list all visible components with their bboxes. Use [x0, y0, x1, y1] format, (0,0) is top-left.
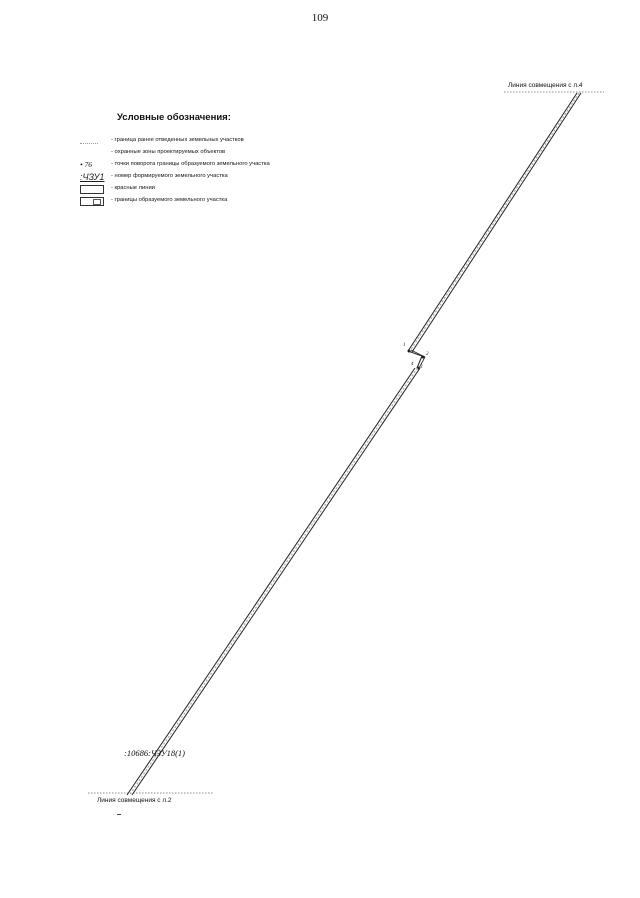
legend-title: Условные обозначения: [117, 112, 231, 123]
match-line-bottom-label: Линия совмещения с л.2 [97, 797, 172, 804]
parcel-label: :10686:ЧЗУ18(1) [124, 748, 185, 758]
vertex-label: 3 [420, 365, 423, 370]
page-number: 109 [311, 12, 329, 24]
parcel-strip-upper [408, 93, 581, 352]
turning-point-icon [422, 356, 425, 359]
turning-point-icon [408, 350, 411, 353]
point-icon-number: 76 [84, 160, 93, 169]
legend-text: - граница ранее отведенных земельных участков [111, 137, 244, 143]
parcel-strip-lower [127, 368, 420, 795]
vertex-label: 1 [403, 343, 406, 348]
point-icon: • 76 [80, 160, 93, 169]
vertex-label: 2 [426, 352, 429, 357]
tick-mark [117, 814, 121, 815]
legend-text: - границы образуемого земельного участка [111, 197, 228, 203]
vertex-label: 4 [411, 362, 414, 367]
legend-text: - номер формируемого земельного участка [111, 173, 228, 179]
legend-text: - точки поворота границы образуемого земельного участка [111, 161, 270, 167]
match-line-top-label: Линия совмещения с л.4 [508, 82, 583, 89]
parcel-number-icon: :ЧЗУ1 [80, 172, 105, 182]
legend-text: - охранные зоны проектируемых объектов [111, 149, 226, 155]
legend-text: - красные линии [111, 185, 155, 191]
